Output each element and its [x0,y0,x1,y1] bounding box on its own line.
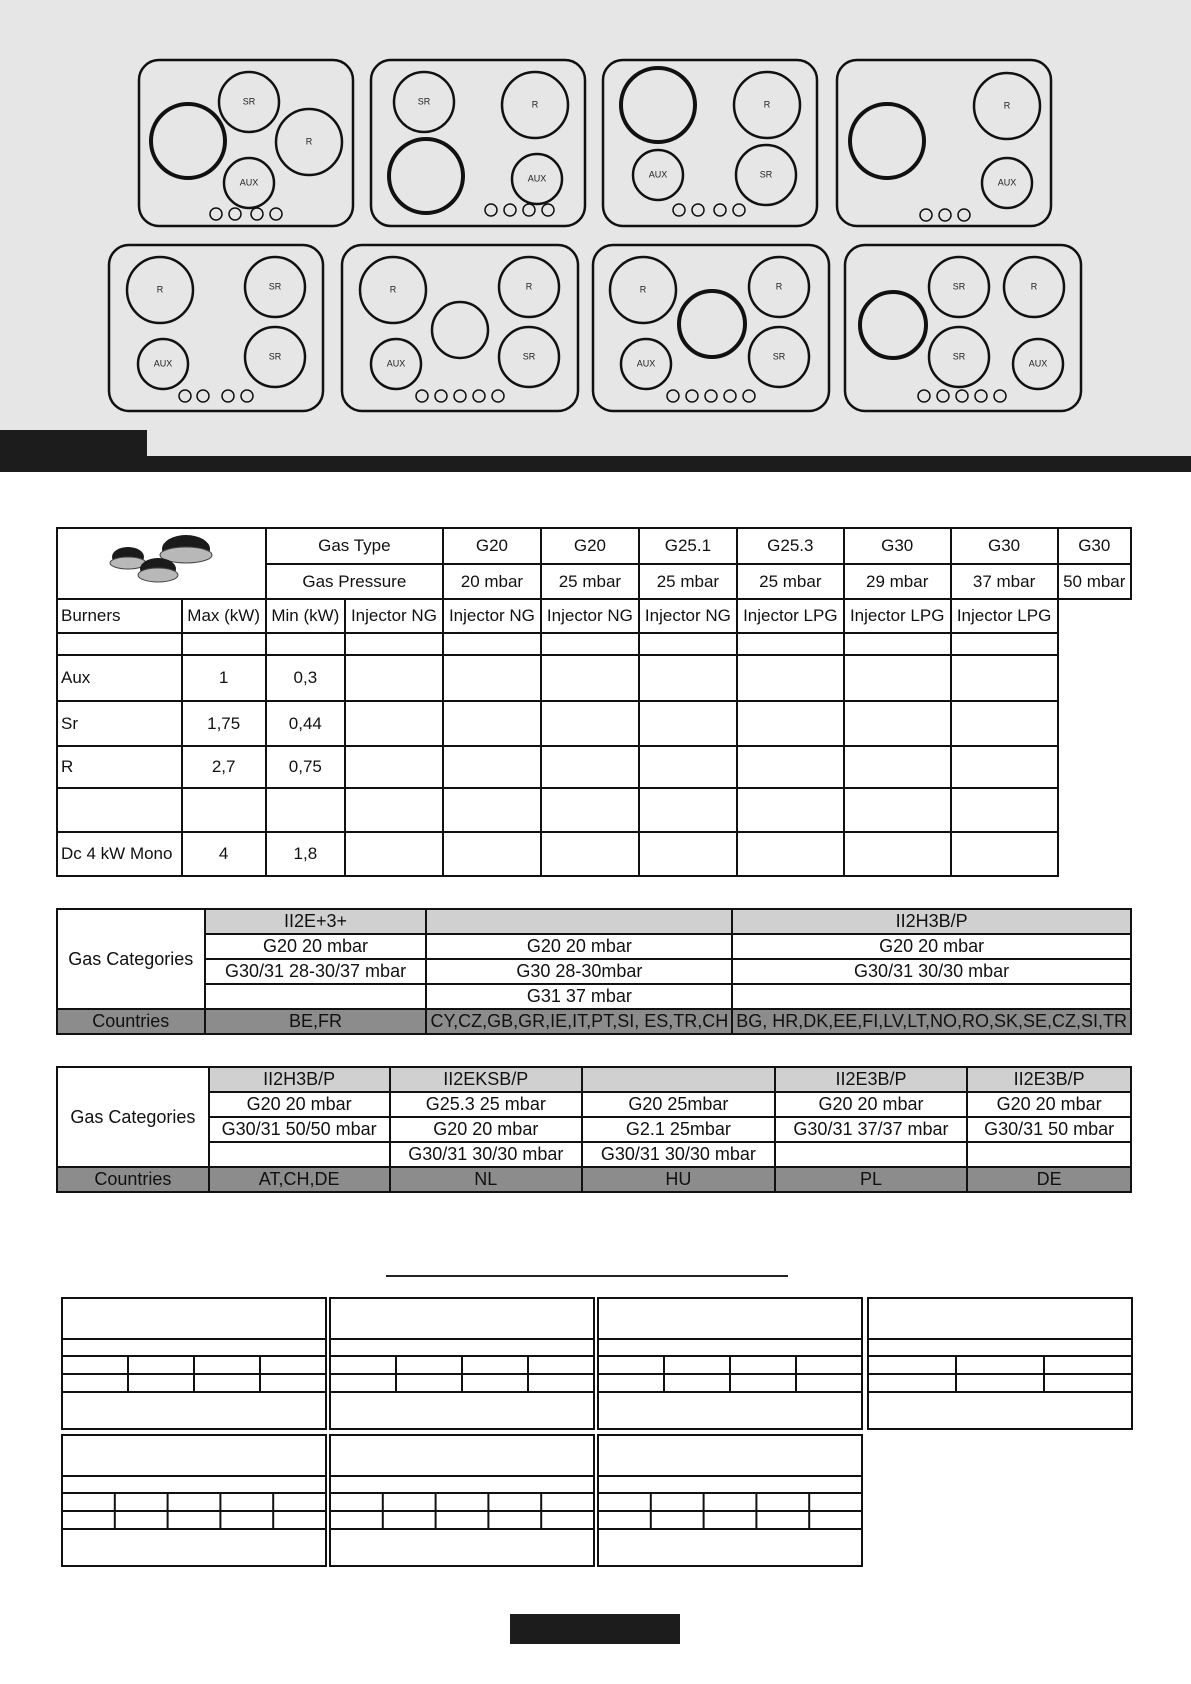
pressure-2: 25 mbar [541,564,639,599]
countries-value: DE [967,1167,1131,1192]
burner-label: SR [772,351,786,362]
table-row: R 2,7 0,75 [57,746,1131,788]
burner-label: AUX [997,177,1017,188]
pressure-3: 25 mbar [639,564,737,599]
countries-value: CY,CZ,GB,GR,IE,IT,PT,SI, ES,TR,CH [426,1009,732,1034]
gas-categories-table-2: Gas Categories II2H3B/P II2EKSB/P II2E3B/P II2E3B/P G20 20 mbar G25.3 25 mbar G20 25mbar G20 20 mbar G20 20 mbar G30/31 50/50 mbar G20 20 mbar G2.1 25mbar G30/31 37/37 mbar G30/31 50 mbar G30/31 30/30 mbar G30/31 30/30 mbar Countries AT,CH,DE NL HU PL DE [56,1066,1132,1193]
gas-categories-table-1: Gas Categories II2E+3+ II2H3B/P G20 20 mbar G20 20 mbar G20 20 mbar G30/31 28-30/37 mbar G30 28-30mbar G30/31 30/30 mbar G31 37 mbar Countries BE,FR CY,CZ,GB,GR,IE,IT,PT,SI, ES,TR,CH BG, HR,DK,EE,FI,LV,LT,NO,RO,SK,SE,CZ,SI,TR [56,908,1132,1035]
injector-4: Injector NG [639,599,737,633]
burner-wok-1 [151,104,225,178]
countries-value: AT,CH,DE [209,1167,390,1192]
burner-label: SR [417,96,431,107]
burner-label: SR [759,169,773,180]
burner-label: R [156,284,164,295]
category-title: II2E3B/P [967,1067,1131,1092]
blank-label-boxes [0,1290,1191,1590]
burner-label: R [531,99,539,110]
pressure-6: 37 mbar [951,564,1058,599]
hob-layout-2 [371,60,585,226]
hob-layout-4 [837,60,1051,226]
pressure-7: 50 mbar [1058,564,1131,599]
burner-image-cell [57,528,266,599]
hob-layout-5 [109,245,323,411]
section-bar [0,456,1191,472]
burner-label: SR [268,281,282,292]
burner-table [56,527,1132,877]
gas-type-header: Gas Type [266,528,443,564]
injector-2: Injector NG [443,599,541,633]
burner-label: R [1030,281,1038,292]
max-header: Max (kW) [182,599,266,633]
countries-label: Countries [57,1167,209,1192]
countries-value: BE,FR [205,1009,427,1034]
burner-label: AUX [153,358,173,369]
burners-header: Burners [57,599,182,633]
category-title: II2E3B/P [775,1067,968,1092]
burner-label: R [763,99,771,110]
burner-label: R [305,136,313,147]
table-row [57,633,1131,655]
burner-label: SR [242,96,256,107]
hob-layout-7 [593,245,829,411]
table-row: Aux 1 0,3 [57,655,1131,701]
burner-label: R [389,284,397,295]
burners-illustration [106,529,216,593]
injector-6: Injector LPG [844,599,951,633]
table-row [57,788,1131,832]
countries-value: NL [390,1167,583,1192]
burner-name: Aux [57,655,182,701]
burner-label: AUX [386,358,406,369]
burner-label: SR [268,351,282,362]
gas-type-3: G25.1 [639,528,737,564]
knobs-1 [210,208,282,220]
countries-value: BG, HR,DK,EE,FI,LV,LT,NO,RO,SK,SE,CZ,SI,TR [732,1009,1131,1034]
pressure-1: 20 mbar [443,564,541,599]
burner-label: SR [952,351,966,362]
countries-value: HU [582,1167,775,1192]
hob-layout-3 [603,60,817,226]
category-title [426,909,732,934]
burner-label: SR [952,281,966,292]
injector-1: Injector NG [345,599,443,633]
category-title: II2EKSB/P [390,1067,583,1092]
injector-5: Injector LPG [737,599,844,633]
hob-layout-1 [139,60,353,226]
gas-type-6: G30 [951,528,1058,564]
injector-7: Injector LPG [951,599,1058,633]
countries-value: PL [775,1167,968,1192]
divider-line [386,1275,788,1277]
burner-label: R [1003,100,1011,111]
gas-pressure-header: Gas Pressure [266,564,443,599]
gas-type-2: G20 [541,528,639,564]
category-title: II2E+3+ [205,909,427,934]
pressure-4: 25 mbar [737,564,844,599]
burner-label: R [775,281,783,292]
hob-layout-8 [845,245,1081,411]
category-title: II2H3B/P [732,909,1131,934]
gas-type-5: G30 [844,528,951,564]
table-row: Sr 1,75 0,44 [57,701,1131,746]
gas-type-4: G25.3 [737,528,844,564]
burner-name: Sr [57,701,182,746]
category-title [582,1067,775,1092]
burner-label: AUX [527,173,547,184]
burner-label: R [639,284,647,295]
gas-type-1: G20 [443,528,541,564]
burner-label: AUX [636,358,656,369]
gas-categories-label: Gas Categories [57,1067,209,1167]
gas-type-7: G30 [1058,528,1131,564]
burner-label: SR [522,351,536,362]
pressure-5: 29 mbar [844,564,951,599]
burner-name: Dc 4 kW Mono [57,832,182,876]
min-header: Min (kW) [266,599,345,633]
burner-label: AUX [1028,358,1048,369]
injector-3: Injector NG [541,599,639,633]
footer-page-block [510,1614,680,1644]
table-row: Dc 4 kW Mono 4 1,8 [57,832,1131,876]
burner-name: R [57,746,182,788]
countries-label: Countries [57,1009,205,1034]
category-title: II2H3B/P [209,1067,390,1092]
hob-layout-diagrams [0,0,1191,470]
hob-layout-6 [342,245,578,411]
burner-label: AUX [648,169,668,180]
burner-label: AUX [239,177,259,188]
burner-label: R [525,281,533,292]
gas-categories-label: Gas Categories [57,909,205,1009]
